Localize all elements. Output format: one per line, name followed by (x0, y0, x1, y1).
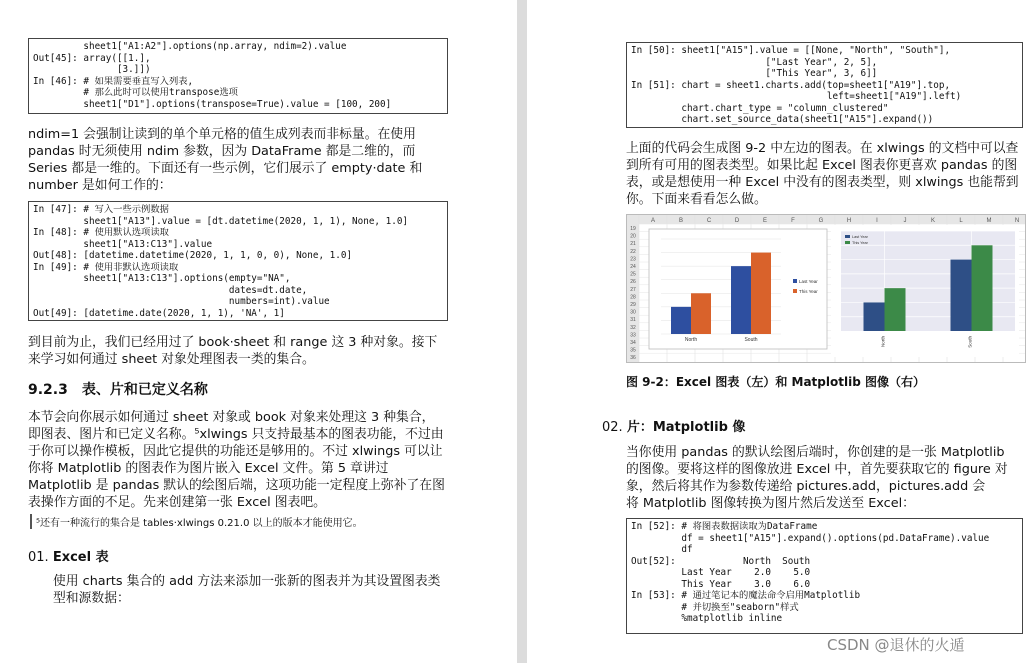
column-letter: H (846, 218, 852, 224)
text-line: number 是如何工作的： (28, 178, 172, 193)
matplotlib-category-label: North (880, 336, 886, 348)
row-number: 23 (630, 256, 636, 263)
text-line: pandas 时无须使用 ndim 参数，因为 DataFrame 都是二维的，而 (28, 144, 416, 159)
row-number: 32 (630, 324, 636, 331)
excel-bar (731, 266, 751, 334)
row-number: 31 (630, 317, 636, 324)
excel-bar (671, 307, 691, 334)
column-letter: G (818, 218, 824, 224)
subsection-heading-matplotlib (602, 416, 745, 435)
subsection-title: Excel 表 (52, 550, 109, 565)
excel-category-label: South (744, 337, 758, 343)
excel-bar (691, 293, 711, 334)
row-number: 28 (630, 294, 636, 301)
excel-legend-swatch (793, 289, 797, 293)
row-number: 19 (630, 226, 636, 232)
column-letter: A (650, 218, 656, 224)
text-line: 将 Matplotlib 图像转换为图片然后发送至 Excel： (626, 496, 915, 511)
figure-svg (627, 215, 1025, 362)
code-block-in45-46: sheet1["A1:A2"].options(np.array, ndim=2).value Out[45]: array([[1.], [3.]]) In [46]: # 如果需要垂直写入列表, # 那么此时可以使用transpose选项 sheet1["D1"].options(transpose=True).value = [100, 200] (28, 38, 448, 114)
column-letter: N (1014, 218, 1020, 224)
matplotlib-bar (885, 288, 906, 331)
matplotlib-bar (972, 245, 993, 331)
row-number: 34 (630, 340, 636, 346)
row-number: 25 (630, 271, 636, 278)
matplotlib-bar (864, 302, 885, 331)
matplotlib-category-label: South (967, 336, 973, 348)
text-line: 本节会向你展示如何通过 sheet 对象或 book 对象来处理这 3 种集合， (28, 410, 435, 425)
row-number: 21 (630, 241, 636, 248)
column-letter: D (734, 218, 740, 224)
row-number: 26 (630, 279, 636, 286)
figure-caption: 图 9-2：Excel 图表（左）和 Matplotlib 图像（右） (626, 375, 925, 389)
subsection-number: 01. (28, 550, 49, 565)
row-number: 30 (630, 309, 636, 316)
subsection-number: 02. (602, 420, 623, 435)
matplotlib-bar (951, 260, 972, 331)
watermark: CSDN @退休的火遁 (827, 636, 965, 654)
code-block-in52-53: In [52]: # 将图表数据读取为DataFrame df = sheet1["A15"].expand().options(pd.DataFrame).value df Out[52]: North South Last Year 2.0 5.0 This Year 3.0 6.0 In [53]: # 通过笔记本的魔法命令启用Matplotlib # 并切换至"seaborn"样式 %matplotlib inline (626, 518, 1023, 634)
column-header-bar (627, 215, 1025, 224)
text-line: ndim=1 会强制让读到的单个单元格的值生成列表而非标量。在使用 (28, 127, 416, 142)
excel-legend-swatch (793, 279, 797, 283)
paragraph-charts-add (53, 573, 473, 607)
matplotlib-legend-swatch (845, 235, 850, 238)
paragraph-matplotlib (626, 444, 1024, 512)
row-number: 35 (630, 347, 636, 354)
paragraph-charts-intro (28, 409, 473, 511)
excel-category-label: North (684, 337, 698, 343)
text-line: 即图表、图片和已定义名称。⁵xlwings 只支持最基本的图表功能，不过由 (28, 427, 444, 442)
code-block-in47-49: In [47]: # 写入一些示例数据 sheet1["A13"].value = [dt.datetime(2020, 1, 1), None, 1.0] In [48]: # 使用默认选项读取 sheet1["A13:C13"].value Out[48]: [datetime.datetime(2020, 1, 1, 0, 0), None, 1.0] In [49]: # 使用非默认选项读取 sheet1["A13:C13"].options(empty="NA", dates=dt.date, numbers=int).value Out[49]: [datetime.date(2020, 1, 1), 'NA', 1] (28, 201, 448, 321)
column-letter: F (791, 218, 795, 224)
text-line: 象，然后将其作为参数传递给 pictures.add，pictures.add 会 (626, 479, 986, 494)
row-number: 33 (630, 332, 636, 339)
row-number: 36 (630, 355, 636, 362)
subsection-title: 片：Matplotlib 像 (626, 420, 746, 435)
text-line: 当你使用 pandas 的默认绘图后端时，你创建的是一张 Matplotlib (626, 445, 1005, 460)
row-number: 20 (630, 233, 636, 240)
subsection-heading-excel (28, 546, 109, 565)
excel-legend-label: Last Year (799, 279, 818, 284)
text-line: 来学习如何通过 sheet 对象处理图表一类的集合。 (28, 352, 315, 367)
matplotlib-legend-label: Last Year (852, 235, 868, 239)
row-number: 29 (630, 302, 636, 308)
text-line: Matplotlib 是 pandas 默认的绘图后端，这项功能一定程度上弥补了在图 (28, 478, 445, 493)
figure-excel-and-matplotlib (626, 214, 1026, 363)
column-letter: E (762, 218, 768, 224)
code-block-in50-51: In [50]: sheet1["A15"].value = [[None, "North", "South"], ["Last Year", 2, 5], ["This Year", 3, 6]] In [51]: chart = sheet1.charts.add(top=sheet1["A19"].top, left=sheet1["A19"].left) chart.chart_type = "column_clustered" chart.set_source_data(sheet1["A15"].expand()) (626, 42, 1023, 128)
page-gutter (517, 0, 527, 663)
text-line: 于你可以操作模板，因此它提供的功能还是够用的。不过 xlwings 可以让 (28, 444, 443, 459)
text-line: 到所有可用的图表类型。如果比起 Excel 图表你更喜欢 pandas 的图 (626, 158, 1018, 173)
text-line: 你。下面来看看怎么做。 (626, 192, 767, 207)
matplotlib-legend-label: This Year (852, 241, 868, 245)
text-line: 型和源数据： (53, 591, 130, 606)
column-letter: C (706, 218, 712, 224)
paragraph-collections (28, 334, 468, 368)
footnote: ⁵还有一种流行的集合是 tables·xlwings 0.21.0 以上的版本才能使用它。 (30, 514, 363, 529)
text-line: 上面的代码会生成图 9-2 中左边的图表。在 xlwings 的文档中可以查 (626, 141, 1019, 156)
text-line: 使用 charts 集合的 add 方法来添加一张新的图表并为其设置图表类 (53, 574, 441, 589)
row-number: 24 (630, 264, 636, 270)
column-letter: L (959, 218, 963, 224)
column-letter: J (903, 218, 907, 224)
column-letter: K (930, 218, 936, 224)
matplotlib-legend-swatch (845, 241, 850, 244)
column-letter: I (876, 218, 878, 224)
text-line: Series 都是一维的。下面还有一些示例，它们展示了 empty·date 和 (28, 161, 423, 176)
text-line: 表，或是想使用一种 Excel 中没有的图表类型，则 xlwings 也能帮到 (626, 175, 1019, 190)
text-line: 你将 Matplotlib 的图表作为图片嵌入 Excel 文件。第 5 章讲过 (28, 461, 389, 476)
text-line: 的图像。要将这样的图像放进 Excel 中，首先要获取它的 figure 对 (626, 462, 1008, 477)
excel-bar (751, 253, 771, 334)
row-number: 22 (630, 248, 636, 255)
column-letter: B (678, 218, 684, 224)
text-line: 表操作方面的不足。先来创建第一张 Excel 图表吧。 (28, 495, 326, 510)
column-letter: M (986, 218, 992, 224)
right-page (527, 0, 1027, 663)
excel-legend-label: This Year (799, 289, 818, 294)
paragraph-ndim (28, 126, 468, 194)
row-number: 27 (630, 286, 636, 293)
text-line: 到目前为止，我们已经用过了 book·sheet 和 range 这 3 种对象。接下 (28, 335, 438, 350)
section-heading: 9.2.3 表、片和已定义名称 (28, 382, 208, 398)
paragraph-chart-types (626, 140, 1024, 208)
